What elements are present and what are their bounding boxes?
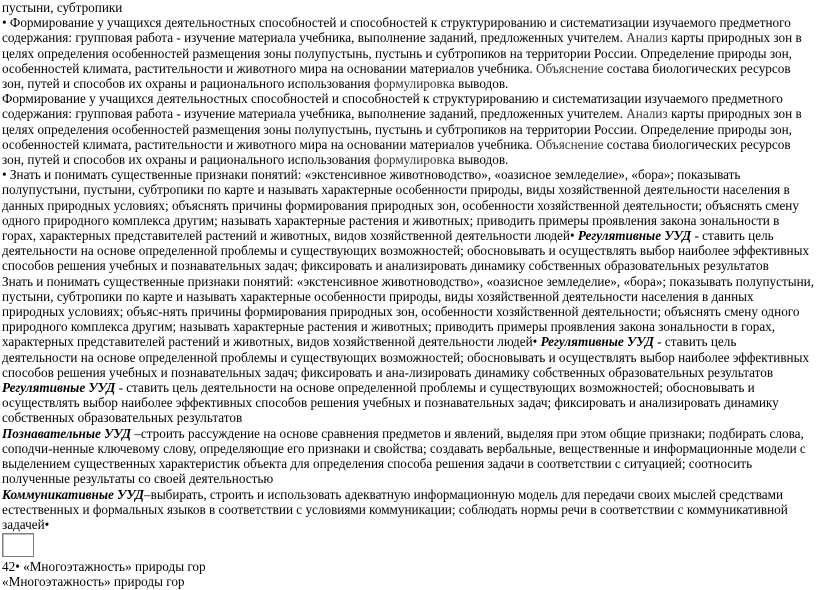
- row-42: [2, 559, 814, 574]
- label-regulatory-uud: Регулятивные УУД: [2, 380, 116, 396]
- term-explanation: Объяснение: [535, 60, 604, 76]
- paragraph-text: –строить рассуждение на основе сравнения предметов и явлений, выделяя при этом общие признаки; подбирать слова, соподчи-ненные ключевому слову, определяющие его признаки и свойства; создавать вербальные, вещественные и информационные модели с выделением существенных характеристик объекта для определения способа решения задачи в соответствии с ситуацией; соотносить полученные результаты со своей деятельностью: [2, 425, 806, 487]
- paragraph-text: состава биологических ресурсов зон, путей и способов их охраны и рационального использования: [2, 60, 791, 92]
- paragraph-text: - ставить цель деятельности на основе определенной проблемы и существующих возможностей; обосновывать и осуществлять выбор наиболее эффективных способов решения учебных и познавательных задач; фиксировать и ана-лизировать динамику собственных образовательных результатов: [2, 334, 810, 380]
- bullet-icon: •: [532, 334, 538, 350]
- paragraph-cognitive: [2, 426, 814, 487]
- label-cognitive-uud: Познавательные УУД: [2, 425, 131, 441]
- term-formulation: формулировка: [373, 152, 455, 168]
- paragraph-knowledge-bulleted: [2, 167, 814, 273]
- paragraph-knowledge: [2, 274, 814, 380]
- paragraph-text: выводов.: [454, 76, 509, 92]
- paragraph-text: Знать и понимать существенные признаки понятий: «экстенсивное животноводство», «оазисное земледелие», «бора»; показывать полупустыни, пустыни, субтропики по карте и называть характерные особенности природы, виды хозяйственной деятельности населения в данных природных условиях; объяс-нять причины формирования природных зон, особенности хозяйственной деятельности; объяснять смену одного природного комплекса другим; называть характерные растения и животных; приводить примеры проявления закона зональности в горах, характерных представителей растений и животных, видов хозяйственной деятельности людей: [2, 273, 815, 350]
- bullet-icon: •: [15, 559, 20, 575]
- paragraph-communicative: [2, 487, 814, 533]
- topic-title: «Многоэтажность» природы гор: [2, 574, 185, 590]
- paragraph-activity-bulleted: [2, 15, 814, 91]
- row-number: 42: [2, 559, 16, 575]
- bullet-icon: •: [2, 15, 7, 31]
- label-regulatory-uud: Регулятивные УУД: [574, 228, 692, 244]
- row-title: «Многоэтажность» природы гор: [19, 559, 206, 575]
- bullet-icon: •: [569, 228, 575, 244]
- bullet-icon: •: [44, 516, 50, 532]
- paragraph-activity: [2, 91, 814, 167]
- term-analysis: Анализ: [626, 106, 668, 122]
- line-top: пустыни, субтропики: [2, 0, 123, 15]
- paragraph-text: состава биологических ресурсов зон, путей и способов их охраны и рационального использования: [2, 136, 791, 168]
- paragraph-text: выводов.: [454, 152, 509, 168]
- paragraph-text: Формирование у учащихся деятельностных способностей и способностей к структурированию и систематизации изучаемого предметного содержания: групповая работа - изучение материала учебника, выполнение заданий, предложенных учителем.: [2, 91, 783, 122]
- empty-cell-box: [2, 533, 34, 557]
- paragraph-regulatory: [2, 380, 814, 426]
- bullet-icon: •: [2, 167, 7, 183]
- term-formulation: формулировка: [373, 76, 455, 92]
- paragraph-text: - ставить цель деятельности на основе определенной проблемы и существующих возможностей; обосновывать и осуществлять выбор наиболее эффективных способов решения учебных и познавательных задач; фиксировать и анализировать динамику собственных образовательных результатов: [2, 380, 779, 426]
- term-explanation: Объяснение: [535, 136, 604, 152]
- paragraph-text: карты природных зон в целях определения особенностей размещения зоны полупустынь, пустынь и субтропиков на территории России. Определение природы зон, особенностей климата, растительности и животного мира на основании материалов учебника.: [2, 30, 802, 76]
- paragraph-text: карты природных зон в целях определения особенностей размещения зоны полупустынь, пустынь и субтропиков на территории России. Определение природы зон, особенностей климата, растительности и животного мира на основании материалов учебника.: [2, 106, 802, 152]
- paragraph-text: Знать и понимать существенные признаки понятий: «экстенсивное животноводство», «оазисное земледелие», «бора»; показывать полупустыни, пустыни, субтропики по карте и называть характерные особенности природы, виды хозяйственной деятельности населения в данных природных условиях; объяснять причины формирования природных зон, особенности хозяйственной деятельности; объяснять смену одного природного комплекса другим; называть характерные растения и животных; приводить примеры проявления закона зональности в горах, характерных представителей растений и животных, видов хозяйственной деятельности людей: [2, 167, 799, 244]
- term-analysis: Анализ: [626, 30, 668, 46]
- paragraph-text: - ставить цель деятельности на основе определенной проблемы и существующих возможностей; обосновывать и осуществлять выбор наиболее эффективных способов решения учебных и познавательных задач; фиксировать и анализировать динамику собственных образовательных результатов: [2, 228, 810, 274]
- paragraph-text: –выбирать, строить и использовать адекватную информационную модель для передачи своих мыслей средствами естественных и формальных языков в соответствии с условиями коммуникации; соблюдать нормы речи в соответствии с коммуникативной задачей: [2, 486, 788, 532]
- label-regulatory-uud: Регулятивные УУД: [537, 334, 654, 350]
- paragraph-text: Формирование у учащихся деятельностных способностей и способностей к структурированию и систематизации изучаемого предметного содержания: групповая работа - изучение материала учебника, выполнение заданий, предложенных учителем.: [2, 15, 791, 46]
- label-communicative-uud: Коммуникативные УУД: [2, 486, 144, 502]
